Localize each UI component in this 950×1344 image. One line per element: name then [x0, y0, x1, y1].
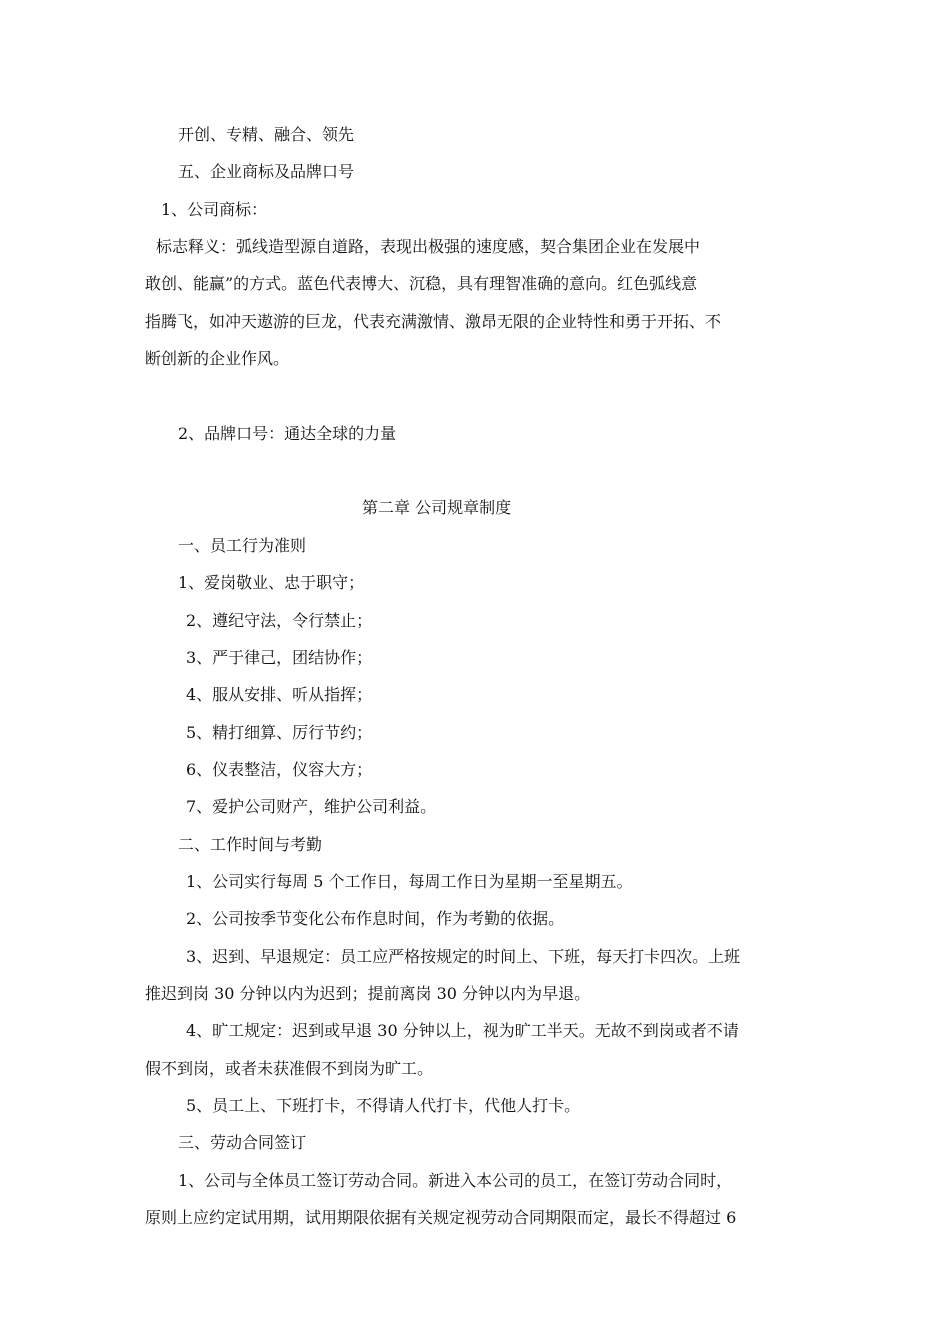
section-heading: 五、企业商标及品牌口号 [178, 162, 355, 181]
paragraph-line: 指腾飞，如冲天遨游的巨龙，代表充满激情、激昂无限的企业特性和勇于开拓、不 [145, 312, 722, 331]
chapter-title: 第二章 公司规章制度 [362, 498, 512, 517]
list-item: 7、爱护公司财产，维护公司利益。 [186, 797, 437, 816]
list-item: 3、迟到、早退规定：员工应严格按规定的时间上、下班，每天打卡四次。上班 [186, 947, 741, 966]
paragraph-line: 假不到岗，或者未获准假不到岗为旷工。 [145, 1059, 434, 1078]
list-item: 1、公司与全体员工签订劳动合同。新进入本公司的员工，在签订劳动合同时， [178, 1171, 733, 1190]
section-heading: 一、员工行为准则 [178, 536, 307, 555]
paragraph-line: 推迟到岗 30 分钟以内为迟到；提前离岗 30 分钟以内为早退。 [145, 984, 591, 1003]
list-item: 4、旷工规定：迟到或早退 30 分钟以上，视为旷工半天。无故不到岗或者不请 [186, 1021, 739, 1040]
list-item: 1、爱岗敬业、忠于职守； [178, 573, 365, 592]
text-line: 开创、专精、融合、领先 [178, 125, 355, 144]
list-item: 5、员工上、下班打卡，不得请人代打卡，代他人打卡。 [186, 1096, 581, 1115]
list-item: 6、仪表整洁，仪容大方； [186, 760, 373, 779]
list-item: 5、精打细算、厉行节约； [186, 723, 373, 742]
subsection-heading: 1、公司商标： [161, 200, 268, 219]
list-item: 2、遵纪守法，令行禁止； [186, 611, 373, 630]
paragraph-line: 原则上应约定试用期，试用期限依据有关规定视劳动合同期限而定，最长不得超过 6 [145, 1208, 737, 1227]
list-item: 3、严于律己，团结协作； [186, 648, 373, 667]
list-item: 1、公司实行每周 5 个工作日，每周工作日为星期一至星期五。 [186, 872, 633, 891]
list-item: 4、服从安排、听从指挥； [186, 685, 373, 704]
paragraph-line: 断创新的企业作风。 [145, 349, 290, 368]
section-heading: 二、工作时间与考勤 [178, 835, 323, 854]
section-heading: 三、劳动合同签订 [178, 1133, 307, 1152]
subsection-heading: 2、品牌口号：通达全球的力量 [178, 424, 397, 443]
paragraph-line: 标志释义：弧线造型源自道路，表现出极强的速度感，契合集团企业在发展中 [156, 237, 701, 256]
list-item: 2、公司按季节变化公布作息时间，作为考勤的依据。 [186, 909, 565, 928]
paragraph-line: 敢创、能赢”的方式。蓝色代表博大、沉稳，具有理智准确的意向。红色弧线意 [145, 274, 698, 293]
